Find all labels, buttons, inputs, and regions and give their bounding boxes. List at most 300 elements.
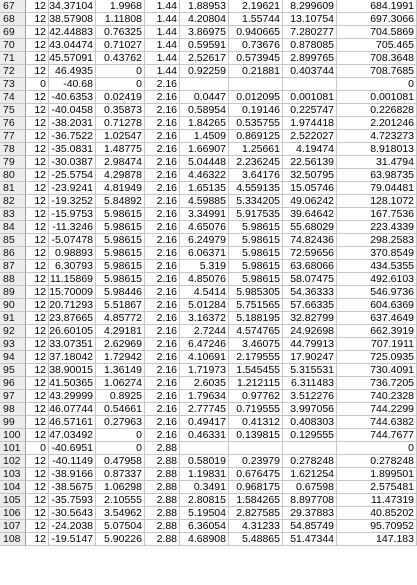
table-cell[interactable]: 13.10754 <box>283 13 337 26</box>
table-cell[interactable]: 32.82799 <box>283 312 337 325</box>
table-cell[interactable]: 2.62969 <box>96 338 145 351</box>
table-cell[interactable]: 63.98735 <box>337 169 417 182</box>
table-cell[interactable]: 5.98446 <box>96 286 145 299</box>
table-cell[interactable]: 128.1072 <box>337 195 417 208</box>
table-cell[interactable]: 736.7205 <box>337 377 417 390</box>
row-header[interactable]: 107 <box>0 520 26 533</box>
table-cell[interactable]: 12 <box>26 39 49 52</box>
row-header[interactable]: 92 <box>0 325 26 338</box>
table-cell[interactable]: 5.985305 <box>229 286 283 299</box>
table-cell[interactable]: 42.44883 <box>49 26 96 39</box>
table-cell[interactable]: 4.574765 <box>229 325 283 338</box>
table-cell[interactable]: 0.49417 <box>180 416 229 429</box>
table-cell[interactable]: 2.16 <box>145 260 180 273</box>
table-cell[interactable]: 1.25661 <box>229 143 283 156</box>
table-cell[interactable]: -19.3252 <box>49 195 96 208</box>
table-cell[interactable]: 5.98615 <box>96 221 145 234</box>
table-cell[interactable]: 0.46331 <box>180 429 229 442</box>
table-cell[interactable]: 0 <box>337 78 417 91</box>
row-header[interactable]: 100 <box>0 429 26 442</box>
table-cell[interactable]: 0.87337 <box>96 468 145 481</box>
row-header[interactable]: 68 <box>0 13 26 26</box>
table-cell[interactable]: 0.71278 <box>96 117 145 130</box>
table-cell[interactable]: 4.29878 <box>96 169 145 182</box>
table-cell[interactable]: 4.559135 <box>229 182 283 195</box>
table-cell[interactable]: -40.6353 <box>49 91 96 104</box>
table-cell[interactable]: 0.968175 <box>229 481 283 494</box>
table-cell[interactable]: 1.88953 <box>180 0 229 13</box>
row-header[interactable]: 72 <box>0 65 26 78</box>
table-cell[interactable]: 708.7685 <box>337 65 417 78</box>
table-cell[interactable]: 12 <box>26 520 49 533</box>
table-cell[interactable]: 0.226828 <box>337 104 417 117</box>
table-cell[interactable]: 167.7536 <box>337 208 417 221</box>
table-cell[interactable]: 2.16 <box>145 117 180 130</box>
table-cell[interactable]: 12 <box>26 26 49 39</box>
table-cell[interactable]: 2.88 <box>145 442 180 455</box>
table-cell[interactable]: 5.98615 <box>96 234 145 247</box>
row-header[interactable]: 80 <box>0 169 26 182</box>
table-cell[interactable]: 2.16 <box>145 364 180 377</box>
table-cell[interactable] <box>283 442 337 455</box>
table-cell[interactable]: 12 <box>26 273 49 286</box>
row-header[interactable]: 87 <box>0 260 26 273</box>
table-cell[interactable]: 12 <box>26 338 49 351</box>
table-cell[interactable]: 6.36054 <box>180 520 229 533</box>
table-cell[interactable]: 57.66335 <box>283 299 337 312</box>
row-header[interactable]: 88 <box>0 273 26 286</box>
row-header[interactable]: 84 <box>0 221 26 234</box>
table-cell[interactable]: 740.2328 <box>337 390 417 403</box>
table-cell[interactable]: 2.88 <box>145 520 180 533</box>
table-cell[interactable]: 2.88 <box>145 455 180 468</box>
table-cell[interactable] <box>229 78 283 91</box>
table-cell[interactable]: 1.9968 <box>96 0 145 13</box>
table-cell[interactable]: 2.88 <box>145 468 180 481</box>
table-cell[interactable]: 54.36333 <box>283 286 337 299</box>
table-cell[interactable]: -23.9241 <box>49 182 96 195</box>
row-header[interactable]: 95 <box>0 364 26 377</box>
table-cell[interactable]: 72.59656 <box>283 247 337 260</box>
table-cell[interactable]: 20.71293 <box>49 299 96 312</box>
table-cell[interactable]: 8.897708 <box>283 494 337 507</box>
table-cell[interactable]: 5.04448 <box>180 156 229 169</box>
table-cell[interactable]: 24.92698 <box>283 325 337 338</box>
table-cell[interactable]: 12 <box>26 416 49 429</box>
table-cell[interactable] <box>180 78 229 91</box>
table-cell[interactable]: 705.465 <box>337 39 417 52</box>
table-cell[interactable]: 744.6382 <box>337 416 417 429</box>
table-cell[interactable]: 1.19831 <box>180 468 229 481</box>
table-cell[interactable]: 2.16 <box>145 208 180 221</box>
table-cell[interactable]: 4.81949 <box>96 182 145 195</box>
table-cell[interactable]: 0.76325 <box>96 26 145 39</box>
table-cell[interactable]: 1.44 <box>145 65 180 78</box>
table-cell[interactable]: 12 <box>26 260 49 273</box>
table-cell[interactable]: -25.5754 <box>49 169 96 182</box>
table-cell[interactable]: 46.4935 <box>49 65 96 78</box>
table-cell[interactable]: 4.85772 <box>96 312 145 325</box>
table-cell[interactable]: 0.278248 <box>283 455 337 468</box>
table-cell[interactable]: 0.27963 <box>96 416 145 429</box>
row-header[interactable]: 104 <box>0 481 26 494</box>
table-cell[interactable]: 6.47246 <box>180 338 229 351</box>
table-cell[interactable]: 0.408303 <box>283 416 337 429</box>
table-cell[interactable]: 12 <box>26 351 49 364</box>
table-cell[interactable]: 3.512276 <box>283 390 337 403</box>
row-header[interactable]: 83 <box>0 208 26 221</box>
table-cell[interactable]: 2.16 <box>145 338 180 351</box>
table-cell[interactable]: 3.54962 <box>96 507 145 520</box>
table-cell[interactable]: -40.0458 <box>49 104 96 117</box>
row-header[interactable]: 74 <box>0 91 26 104</box>
row-header[interactable]: 103 <box>0 468 26 481</box>
table-cell[interactable]: 12 <box>26 234 49 247</box>
row-header[interactable]: 89 <box>0 286 26 299</box>
table-cell[interactable]: 3.34991 <box>180 208 229 221</box>
row-header[interactable]: 77 <box>0 130 26 143</box>
table-cell[interactable]: 0.92259 <box>180 65 229 78</box>
table-cell[interactable]: 3.46075 <box>229 338 283 351</box>
table-cell[interactable]: 0.73676 <box>229 39 283 52</box>
table-cell[interactable]: 12 <box>26 169 49 182</box>
table-cell[interactable]: 1.48775 <box>96 143 145 156</box>
table-cell[interactable]: -40.6951 <box>49 442 96 455</box>
table-cell[interactable]: 12 <box>26 65 49 78</box>
table-cell[interactable] <box>283 78 337 91</box>
table-cell[interactable]: 5.98615 <box>96 208 145 221</box>
table-cell[interactable]: 1.44 <box>145 52 180 65</box>
table-cell[interactable]: 1.545455 <box>229 364 283 377</box>
table-cell[interactable]: 38.57908 <box>49 13 96 26</box>
table-cell[interactable]: 0.001081 <box>337 91 417 104</box>
table-cell[interactable]: 744.7677 <box>337 429 417 442</box>
table-cell[interactable]: 1.36149 <box>96 364 145 377</box>
table-cell[interactable]: 2.16 <box>145 221 180 234</box>
table-cell[interactable]: 2.52617 <box>180 52 229 65</box>
table-cell[interactable]: 12 <box>26 299 49 312</box>
table-cell[interactable]: 744.2299 <box>337 403 417 416</box>
table-cell[interactable]: 0.139815 <box>229 429 283 442</box>
table-cell[interactable]: 2.201246 <box>337 117 417 130</box>
table-cell[interactable]: 5.84892 <box>96 195 145 208</box>
table-cell[interactable]: 12 <box>26 325 49 338</box>
table-cell[interactable]: 12 <box>26 182 49 195</box>
table-cell[interactable]: 95.70952 <box>337 520 417 533</box>
table-cell[interactable]: 5.98615 <box>96 273 145 286</box>
table-cell[interactable]: 0.403744 <box>283 65 337 78</box>
table-cell[interactable]: 0 <box>96 78 145 91</box>
table-cell[interactable]: 4.723273 <box>337 130 417 143</box>
table-cell[interactable]: 47.03492 <box>49 429 96 442</box>
table-cell[interactable]: 3.86975 <box>180 26 229 39</box>
table-cell[interactable]: 63.68066 <box>283 260 337 273</box>
table-cell[interactable]: 34.37104 <box>49 0 96 13</box>
table-cell[interactable]: 1.79634 <box>180 390 229 403</box>
table-cell[interactable]: 2.522027 <box>283 130 337 143</box>
table-cell[interactable]: 5.751565 <box>229 299 283 312</box>
table-cell[interactable]: 2.16 <box>145 299 180 312</box>
table-cell[interactable]: 5.315531 <box>283 364 337 377</box>
table-cell[interactable]: 1.974418 <box>283 117 337 130</box>
table-cell[interactable]: 0.012095 <box>229 91 283 104</box>
table-cell[interactable]: 2.16 <box>145 286 180 299</box>
row-header[interactable]: 75 <box>0 104 26 117</box>
table-cell[interactable]: 2.88 <box>145 494 180 507</box>
table-cell[interactable]: 5.48865 <box>229 533 283 546</box>
table-cell[interactable]: 1.65135 <box>180 182 229 195</box>
table-cell[interactable]: 6.311483 <box>283 377 337 390</box>
table-cell[interactable]: 2.16 <box>145 182 180 195</box>
table-cell[interactable]: 31.4794 <box>337 156 417 169</box>
table-cell[interactable]: 4.20804 <box>180 13 229 26</box>
table-cell[interactable]: 2.16 <box>145 195 180 208</box>
table-cell[interactable]: 5.01284 <box>180 299 229 312</box>
table-cell[interactable]: 2.98474 <box>96 156 145 169</box>
table-cell[interactable]: 5.98615 <box>96 260 145 273</box>
table-cell[interactable]: 49.06242 <box>283 195 337 208</box>
table-cell[interactable]: 2.16 <box>145 351 180 364</box>
row-header[interactable]: 99 <box>0 416 26 429</box>
table-cell[interactable]: 5.98615 <box>229 273 283 286</box>
table-cell[interactable]: 637.4649 <box>337 312 417 325</box>
row-header[interactable]: 76 <box>0 117 26 130</box>
table-cell[interactable]: 0.19146 <box>229 104 283 117</box>
table-cell[interactable]: 5.334205 <box>229 195 283 208</box>
table-cell[interactable]: 5.07504 <box>96 520 145 533</box>
table-cell[interactable]: 0.71027 <box>96 39 145 52</box>
table-cell[interactable]: 223.4339 <box>337 221 417 234</box>
table-cell[interactable]: -30.0387 <box>49 156 96 169</box>
table-cell[interactable]: 1.899501 <box>337 468 417 481</box>
table-cell[interactable]: 2.19621 <box>229 0 283 13</box>
table-cell[interactable]: 4.29181 <box>96 325 145 338</box>
table-cell[interactable]: 5.917535 <box>229 208 283 221</box>
table-cell[interactable]: 0.129555 <box>283 429 337 442</box>
table-cell[interactable]: 0.21881 <box>229 65 283 78</box>
table-cell[interactable]: 43.29999 <box>49 390 96 403</box>
table-cell[interactable]: 0 <box>337 442 417 455</box>
table-cell[interactable]: 5.98615 <box>229 234 283 247</box>
row-header[interactable]: 70 <box>0 39 26 52</box>
table-cell[interactable]: 730.4091 <box>337 364 417 377</box>
table-cell[interactable]: 43.04474 <box>49 39 96 52</box>
row-header[interactable]: 91 <box>0 312 26 325</box>
table-cell[interactable]: 0.23979 <box>229 455 283 468</box>
table-cell[interactable]: -38.2031 <box>49 117 96 130</box>
table-cell[interactable]: 2.16 <box>145 78 180 91</box>
table-cell[interactable]: 12 <box>26 403 49 416</box>
table-cell[interactable]: 4.68908 <box>180 533 229 546</box>
table-cell[interactable]: 2.899765 <box>283 52 337 65</box>
table-cell[interactable]: 12 <box>26 494 49 507</box>
table-cell[interactable]: 3.997056 <box>283 403 337 416</box>
table-cell[interactable]: 704.5869 <box>337 26 417 39</box>
table-cell[interactable]: 12 <box>26 0 49 13</box>
table-cell[interactable]: 39.64642 <box>283 208 337 221</box>
table-cell[interactable]: 12 <box>26 364 49 377</box>
table-cell[interactable]: 0 <box>96 442 145 455</box>
table-cell[interactable]: 0.67598 <box>283 481 337 494</box>
row-header[interactable]: 106 <box>0 507 26 520</box>
row-header[interactable]: 67 <box>0 0 26 13</box>
table-cell[interactable]: 0.278248 <box>337 455 417 468</box>
table-cell[interactable]: 2.16 <box>145 156 180 169</box>
table-cell[interactable]: 12 <box>26 377 49 390</box>
table-cell[interactable]: 5.98615 <box>229 260 283 273</box>
table-cell[interactable]: 2.827585 <box>229 507 283 520</box>
table-cell[interactable]: 33.07351 <box>49 338 96 351</box>
table-cell[interactable]: 4.19474 <box>283 143 337 156</box>
table-cell[interactable]: 2.575481 <box>337 481 417 494</box>
table-cell[interactable]: 0.001081 <box>283 91 337 104</box>
table-cell[interactable]: 2.179555 <box>229 351 283 364</box>
table-cell[interactable]: 2.16 <box>145 273 180 286</box>
table-cell[interactable]: 0 <box>96 429 145 442</box>
table-cell[interactable]: 725.0935 <box>337 351 417 364</box>
table-cell[interactable]: 147.183 <box>337 533 417 546</box>
row-header[interactable]: 96 <box>0 377 26 390</box>
table-cell[interactable]: 0 <box>96 65 145 78</box>
table-cell[interactable]: 1.11808 <box>96 13 145 26</box>
table-cell[interactable]: 12 <box>26 507 49 520</box>
table-cell[interactable]: 4.5414 <box>180 286 229 299</box>
table-cell[interactable]: -35.0831 <box>49 143 96 156</box>
table-cell[interactable]: 2.7244 <box>180 325 229 338</box>
table-cell[interactable]: 11.15869 <box>49 273 96 286</box>
table-cell[interactable]: 17.90247 <box>283 351 337 364</box>
table-cell[interactable]: 23.87665 <box>49 312 96 325</box>
table-cell[interactable]: -35.7593 <box>49 494 96 507</box>
table-cell[interactable]: 3.64176 <box>229 169 283 182</box>
table-cell[interactable]: 5.90226 <box>96 533 145 546</box>
row-header[interactable]: 97 <box>0 390 26 403</box>
table-cell[interactable]: -38.9166 <box>49 468 96 481</box>
table-cell[interactable]: 5.19504 <box>180 507 229 520</box>
table-cell[interactable]: 684.1991 <box>337 0 417 13</box>
table-cell[interactable]: 0.719555 <box>229 403 283 416</box>
table-cell[interactable]: 2.10555 <box>96 494 145 507</box>
row-header[interactable]: 98 <box>0 403 26 416</box>
table-cell[interactable]: 7.280277 <box>283 26 337 39</box>
table-cell[interactable]: 1.55744 <box>229 13 283 26</box>
table-cell[interactable]: 697.3066 <box>337 13 417 26</box>
table-cell[interactable]: 0.869125 <box>229 130 283 143</box>
table-cell[interactable]: 604.6369 <box>337 299 417 312</box>
table-cell[interactable]: 2.16 <box>145 91 180 104</box>
table-cell[interactable]: 55.68029 <box>283 221 337 234</box>
table-cell[interactable]: 12 <box>26 52 49 65</box>
table-cell[interactable]: 12 <box>26 390 49 403</box>
table-cell[interactable]: 46.57161 <box>49 416 96 429</box>
table-cell[interactable]: 0.225747 <box>283 104 337 117</box>
table-cell[interactable]: 22.56139 <box>283 156 337 169</box>
table-cell[interactable]: 12 <box>26 221 49 234</box>
table-cell[interactable]: 0.0447 <box>180 91 229 104</box>
table-cell[interactable]: 44.79913 <box>283 338 337 351</box>
table-cell[interactable]: 1.71973 <box>180 364 229 377</box>
table-cell[interactable]: 0.98893 <box>49 247 96 260</box>
row-header[interactable]: 69 <box>0 26 26 39</box>
table-cell[interactable]: 11.47319 <box>337 494 417 507</box>
table-cell[interactable]: 0 <box>26 78 49 91</box>
table-cell[interactable]: 1.84265 <box>180 117 229 130</box>
row-header[interactable]: 94 <box>0 351 26 364</box>
table-cell[interactable]: 12 <box>26 468 49 481</box>
table-cell[interactable]: 708.3648 <box>337 52 417 65</box>
table-cell[interactable]: 5.188195 <box>229 312 283 325</box>
table-cell[interactable]: 2.16 <box>145 429 180 442</box>
row-header[interactable]: 90 <box>0 299 26 312</box>
row-header[interactable]: 102 <box>0 455 26 468</box>
table-cell[interactable]: 1.06298 <box>96 481 145 494</box>
row-header[interactable]: 71 <box>0 52 26 65</box>
table-cell[interactable]: 2.16 <box>145 325 180 338</box>
table-cell[interactable]: 0.676475 <box>229 468 283 481</box>
table-cell[interactable]: 6.24979 <box>180 234 229 247</box>
table-cell[interactable]: 0.878085 <box>283 39 337 52</box>
table-cell[interactable]: 12 <box>26 455 49 468</box>
table-cell[interactable]: 12 <box>26 104 49 117</box>
table-cell[interactable]: 5.98615 <box>229 247 283 260</box>
table-cell[interactable]: 434.5355 <box>337 260 417 273</box>
table-cell[interactable]: 12 <box>26 130 49 143</box>
table-cell[interactable]: 0.59591 <box>180 39 229 52</box>
table-cell[interactable]: 1.02547 <box>96 130 145 143</box>
table-cell[interactable]: 12 <box>26 91 49 104</box>
row-header[interactable]: 82 <box>0 195 26 208</box>
table-cell[interactable]: 0 <box>26 442 49 455</box>
table-cell[interactable]: 1.621254 <box>283 468 337 481</box>
table-cell[interactable]: 12 <box>26 117 49 130</box>
table-cell[interactable]: 12 <box>26 156 49 169</box>
row-header[interactable]: 79 <box>0 156 26 169</box>
table-cell[interactable]: 2.6035 <box>180 377 229 390</box>
table-cell[interactable]: 4.59885 <box>180 195 229 208</box>
table-cell[interactable]: 2.16 <box>145 390 180 403</box>
table-cell[interactable]: 6.30793 <box>49 260 96 273</box>
table-cell[interactable]: 2.16 <box>145 377 180 390</box>
table-cell[interactable]: 707.1911 <box>337 338 417 351</box>
table-cell[interactable]: 12 <box>26 429 49 442</box>
table-cell[interactable]: 12 <box>26 533 49 546</box>
table-cell[interactable]: 0.58019 <box>180 455 229 468</box>
row-header[interactable]: 108 <box>0 533 26 546</box>
table-cell[interactable]: 38.90015 <box>49 364 96 377</box>
table-cell[interactable]: -36.7522 <box>49 130 96 143</box>
table-cell[interactable]: 1.212115 <box>229 377 283 390</box>
table-cell[interactable]: 2.88 <box>145 481 180 494</box>
table-cell[interactable]: 8.299609 <box>283 0 337 13</box>
table-cell[interactable]: 5.98615 <box>96 247 145 260</box>
table-cell[interactable]: 5.98615 <box>229 221 283 234</box>
table-cell[interactable]: 45.57091 <box>49 52 96 65</box>
table-cell[interactable]: 12 <box>26 143 49 156</box>
table-cell[interactable]: 0.02419 <box>96 91 145 104</box>
table-cell[interactable]: 0.940665 <box>229 26 283 39</box>
table-cell[interactable]: 12 <box>26 312 49 325</box>
table-cell[interactable]: 12 <box>26 247 49 260</box>
table-cell[interactable]: 0.43762 <box>96 52 145 65</box>
table-cell[interactable]: 41.50365 <box>49 377 96 390</box>
row-header[interactable]: 101 <box>0 442 26 455</box>
table-cell[interactable]: 26.60105 <box>49 325 96 338</box>
table-cell[interactable]: 29.37883 <box>283 507 337 520</box>
table-cell[interactable]: 5.51867 <box>96 299 145 312</box>
table-cell[interactable]: 2.16 <box>145 104 180 117</box>
table-cell[interactable]: 2.16 <box>145 169 180 182</box>
table-cell[interactable]: 0.47958 <box>96 455 145 468</box>
